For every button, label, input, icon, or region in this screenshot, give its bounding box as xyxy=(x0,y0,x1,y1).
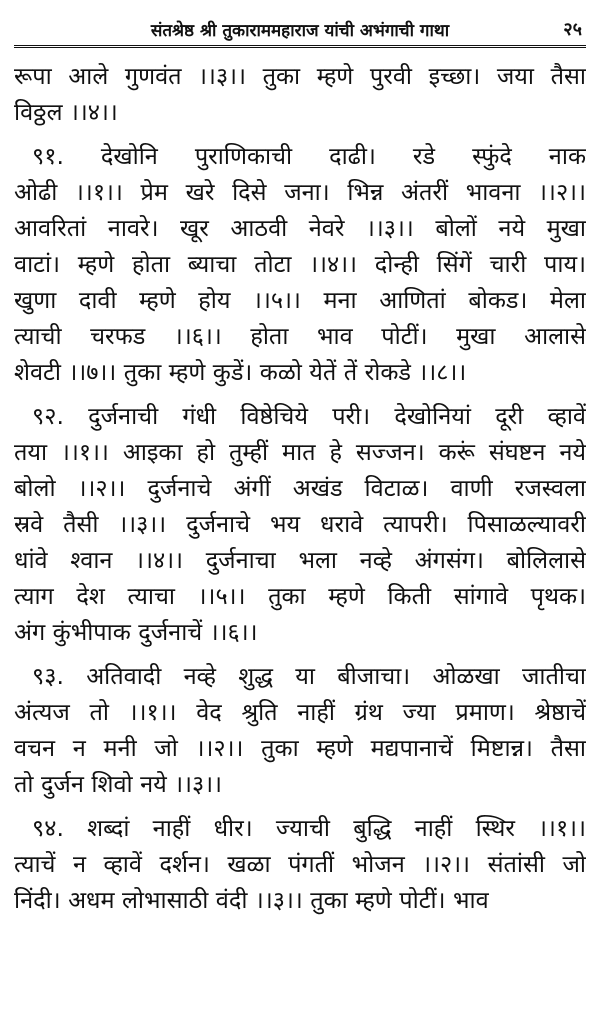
text-line: रूपा आले गुणवंत ।।३।। तुका म्हणे पुरवी इच्छा। जया तैसा xyxy=(14,62,586,90)
text-line: बोलो ।।२।। दुर्जनाचे अंगीं अखंड विटाळ। वाणी रजस्वला xyxy=(14,474,586,502)
verse-paragraph xyxy=(14,398,586,650)
text-line: ओढी ।।१।। प्रेम खरे दिसे जना। भिन्न अंतरीं भावना ।।२।। xyxy=(14,178,586,206)
verse-paragraph xyxy=(14,658,586,802)
text-line: तो दुर्जन शिवो नये ।।३।। xyxy=(14,770,223,798)
text-line: वाटां। म्हणे होता ब्याचा तोटा ।।४।। दोन्ही सिंगें चारी पाय। xyxy=(14,250,586,278)
text-line: त्याची चरफड ।।६।। होता भाव पोटीं। मुखा आलासे xyxy=(14,322,586,350)
verse-paragraph xyxy=(14,810,586,918)
text-line: स्रवे तैसी ।।३।। दुर्जनाचे भय धरावे त्यापरी। पिसाळल्यावरी xyxy=(14,510,586,538)
text-line: अंत्यज तो ।।१।। वेद श्रुति नाहीं ग्रंथ ज्या प्रमाण। श्रेष्ठाचें xyxy=(14,698,586,726)
page-number: २५ xyxy=(563,19,582,40)
verse-paragraph xyxy=(14,138,586,390)
text-line: अंग कुंभीपाक दुर्जनाचें ।।६।। xyxy=(14,618,258,646)
text-line: ९२. दुर्जनाची गंधी विष्ठेचिये परी। देखोनियां दूरी व्हावें xyxy=(32,402,586,430)
text-line: ९४. शब्दां नाहीं धीर। ज्याची बुद्धि नाहीं स्थिर ।।१।। xyxy=(32,814,586,842)
header-title: संतश्रेष्ठ श्री तुकाराममहाराज यांची अभंगाची गाथा xyxy=(150,21,450,41)
text-line: विठ्ठल ।।४।। xyxy=(14,98,118,126)
text-line: तया ।।१।। आइका हो तुम्हीं मात हे सज्जन। करूं संघष्टन नये xyxy=(14,438,586,466)
text-line: शेवटी ।।७।। तुका म्हणे कुडें। कळो येतें तें रोकडे ।।८।। xyxy=(14,358,467,386)
text-line: त्याग देश त्याचा ।।५।। तुका म्हणे किती सांगावे पृथक। xyxy=(14,582,586,610)
text-line: खुणा दावी म्हणे होय ।।५।। मना आणितां बोकड। मेला xyxy=(14,286,586,314)
text-line: ९३. अतिवादी नव्हे शुद्ध या बीजाचा। ओळखा जातीचा xyxy=(32,662,586,690)
text-line: धांवे श्वान ।।४।। दुर्जनाचा भला नव्हे अंगसंग। बोलिलासे xyxy=(14,546,586,574)
text-line: निंदी। अधम लोभासाठी वंदी ।।३।। तुका म्हणे पोटीं। भाव xyxy=(14,886,489,914)
text-line: त्याचें न व्हावें दर्शन। खळा पंगतीं भोजन ।।२।। संतांसी जो xyxy=(14,850,586,878)
text-line: आवरितां नावरे। खूर आठवी नेवरे ।।३।। बोलों नये मुखा xyxy=(14,214,586,242)
text-line: वचन न मनी जो ।।२।। तुका म्हणे मद्यपानाचें मिष्टान्न। तैसा xyxy=(14,734,586,762)
running-header xyxy=(14,14,586,48)
page-body xyxy=(14,58,586,918)
verse-paragraph xyxy=(14,58,586,130)
text-line: ९१. देखोनि पुराणिकाची दाढी। रडे स्फुंदे नाक xyxy=(32,142,586,170)
